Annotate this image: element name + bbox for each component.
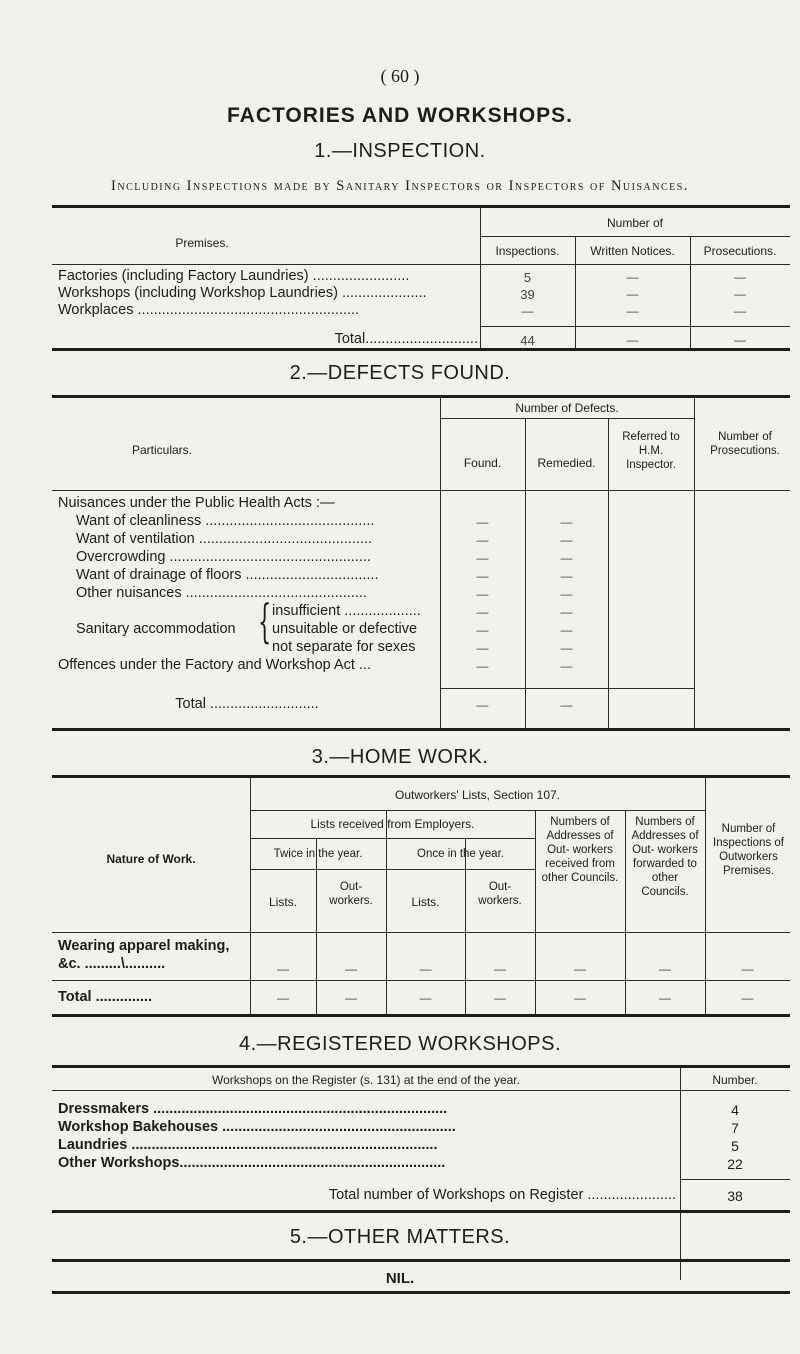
table-top-rule <box>52 395 790 398</box>
header-lists: Lists. <box>268 895 297 909</box>
header-twice: Twice in the year. <box>273 848 363 860</box>
table-row-label: Factories (including Factory Laundries) ........................ <box>58 268 410 284</box>
header-divider <box>250 869 535 870</box>
table-bottom-rule <box>52 728 790 731</box>
found-value: — <box>476 569 489 583</box>
table-row-label: Offences under the Factory and Workshop Act ... <box>58 657 371 673</box>
found-value: — <box>476 533 489 547</box>
table-row-label: Workplaces ....................................................... <box>58 302 360 318</box>
header-bottom-rule <box>52 1090 790 1091</box>
cell-value: — <box>419 962 432 976</box>
cell-value: — <box>659 962 671 976</box>
table-row-label: Overcrowding .................................................. <box>76 549 371 565</box>
total-label: Total number of Workshops on Register ...................... <box>328 1187 676 1203</box>
header-nature-of-work: Nature of Work. <box>106 852 196 866</box>
inspections-value: 5 <box>523 270 532 285</box>
table-row-label: Want of ventilation ........................................... <box>76 531 373 547</box>
table-row-label: Workshops (including Workshop Laundries) ..................... <box>58 285 427 301</box>
cell-value: — <box>345 962 357 976</box>
inspections-total: 44 <box>520 333 535 348</box>
number-value: 7 <box>731 1120 739 1136</box>
header-divider <box>250 838 535 839</box>
remedied-value: — <box>560 605 573 619</box>
total-label: Total ........................... <box>175 696 319 712</box>
total-label: Total............................ <box>334 331 478 347</box>
found-value: — <box>476 623 489 637</box>
number-value: 22 <box>727 1156 743 1172</box>
table-top-rule <box>52 775 790 778</box>
header-particulars: Particulars. <box>131 443 193 457</box>
header-number: Number. <box>712 1073 758 1087</box>
table-row-label: Want of drainage of floors ................................. <box>76 567 379 583</box>
number-value: 4 <box>731 1102 739 1118</box>
cell-value: — <box>419 991 432 1005</box>
header-found: Found. <box>463 456 502 470</box>
header-addresses-received: Numbers of Addresses of Out- workers received from other Councils. <box>541 816 619 884</box>
table-row-label: not separate for sexes <box>272 639 416 655</box>
column-divider <box>535 810 536 1014</box>
remedied-value: — <box>560 623 573 637</box>
table-bottom-rule <box>52 1014 790 1017</box>
section-1-heading: 1.—INSPECTION. <box>314 140 486 162</box>
total-rule <box>52 980 790 981</box>
cell-value: — <box>741 991 754 1005</box>
prosecutions-value: — <box>734 270 746 284</box>
found-value: — <box>476 641 489 655</box>
page-number: ( 60 ) <box>380 66 420 86</box>
table-row-label: Other nuisances ............................................. <box>76 585 367 601</box>
header-referred: Referred to H.M. Inspector. <box>622 431 680 471</box>
remedied-total: — <box>560 698 573 712</box>
table-row-label: Workshop Bakehouses .......................................................... <box>58 1119 456 1135</box>
total-rule <box>680 1179 790 1180</box>
found-value: — <box>476 659 489 673</box>
other-matters-value: NIL. <box>385 1270 415 1287</box>
total-label: Total .............. <box>58 989 152 1005</box>
header-addresses-forwarded: Numbers of Addresses of Out- workers forwarded to other Councils. <box>631 816 699 898</box>
prosecutions-total: — <box>734 333 746 347</box>
header-written-notices: Written Notices. <box>590 244 675 258</box>
table-row-label: Dressmakers ......................................................................... <box>58 1101 448 1117</box>
header-once: Once in the year. <box>417 848 504 860</box>
cell-value: — <box>659 991 671 1005</box>
header-bottom-rule <box>52 490 790 491</box>
nuisances-label: Nuisances under the Public Health Acts :— <box>58 495 335 511</box>
section-1-subtitle: Including Inspections made by Sanitary Inspectors or Inspectors of Nuisances. <box>111 178 689 194</box>
section-4-heading: 4.—REGISTERED WORKSHOPS. <box>238 1033 562 1055</box>
section-5-heading: 5.—OTHER MATTERS. <box>289 1226 511 1248</box>
table-row-label: Wearing apparel making, <box>58 938 230 954</box>
header-bottom-rule <box>52 264 790 265</box>
remedied-value: — <box>560 641 573 655</box>
header-number-of-defects: Number of Defects. <box>515 401 619 415</box>
remedied-value: — <box>560 569 573 583</box>
notices-value: — <box>626 287 639 301</box>
column-divider <box>386 810 387 1014</box>
prosecutions-value: — <box>734 287 746 301</box>
cell-value: — <box>277 962 289 976</box>
header-out-workers: Out- workers. <box>329 881 373 907</box>
total-rule <box>480 326 790 327</box>
inspections-value: — <box>521 304 534 318</box>
header-outworkers-lists: Outworkers' Lists, Section 107. <box>394 788 561 802</box>
page-title: FACTORIES AND WORKSHOPS. <box>226 104 574 127</box>
notices-value: — <box>626 270 639 284</box>
table-bottom-rule <box>52 348 790 351</box>
section-2-heading: 2.—DEFECTS FOUND. <box>289 362 511 384</box>
header-lists-received: Lists received from Employers. <box>310 817 475 831</box>
column-divider <box>705 778 706 1014</box>
found-value: — <box>476 551 489 565</box>
column-divider <box>465 838 466 1014</box>
found-value: — <box>476 587 489 601</box>
table-row-label: &c. .........\.......... <box>58 956 166 972</box>
total-value: 38 <box>727 1188 743 1204</box>
column-divider <box>625 810 626 1014</box>
found-total: — <box>476 698 489 712</box>
found-value: — <box>476 605 489 619</box>
found-value: — <box>476 515 489 529</box>
cell-value: — <box>741 962 754 976</box>
column-divider <box>316 838 317 1014</box>
header-number-of: Number of <box>606 216 664 230</box>
section-5-top-rule <box>52 1259 790 1262</box>
total-rule <box>440 688 694 689</box>
remedied-value: — <box>560 587 573 601</box>
remedied-value: — <box>560 659 573 673</box>
header-bottom-rule <box>52 932 790 933</box>
column-divider <box>694 398 695 728</box>
header-inspections: Inspections. <box>495 244 560 258</box>
number-value: 5 <box>731 1138 739 1154</box>
header-divider <box>480 236 790 237</box>
header-prosecutions: Number of Prosecutions. <box>710 431 780 457</box>
cell-value: — <box>277 991 289 1005</box>
table-row-label: Laundries ............................................................................ <box>58 1137 438 1153</box>
header-out-workers: Out- workers. <box>478 881 522 907</box>
header-premises: Premises. <box>175 236 229 250</box>
prosecutions-value: — <box>734 304 746 318</box>
remedied-value: — <box>560 533 573 547</box>
table-row-label: Want of cleanliness .......................................... <box>76 513 375 529</box>
cell-value: — <box>494 962 506 976</box>
remedied-value: — <box>560 515 573 529</box>
table-bottom-rule <box>52 1210 790 1213</box>
notices-total: — <box>626 333 639 347</box>
cell-value: — <box>494 991 506 1005</box>
header-prosecutions: Prosecutions. <box>703 244 777 258</box>
inspections-value: 39 <box>520 287 535 302</box>
header-remedied: Remedied. <box>537 456 596 470</box>
notices-value: — <box>626 304 639 318</box>
table-top-rule <box>52 205 790 208</box>
brace-icon: { <box>258 594 272 648</box>
table-row-label: unsuitable or defective <box>272 621 418 637</box>
header-divider <box>250 810 705 811</box>
cell-value: — <box>345 991 357 1005</box>
column-divider <box>608 418 609 728</box>
header-inspections: Number of Inspections of Outworkers Premises. <box>713 823 784 877</box>
table-row-label: Other Workshops.................................................................. <box>58 1155 446 1171</box>
header-workshops: Workshops on the Register (s. 131) at the end of the year. <box>212 1073 520 1087</box>
header-divider <box>440 418 694 419</box>
section-5-bottom-rule <box>52 1291 790 1294</box>
cell-value: — <box>574 991 586 1005</box>
table-row-label: insufficient ................... <box>272 603 421 619</box>
remedied-value: — <box>560 551 573 565</box>
cell-value: — <box>574 962 586 976</box>
sanitary-label: Sanitary accommodation <box>76 621 236 637</box>
section-3-heading: 3.—HOME WORK. <box>311 746 489 768</box>
header-lists: Lists. <box>411 895 440 909</box>
